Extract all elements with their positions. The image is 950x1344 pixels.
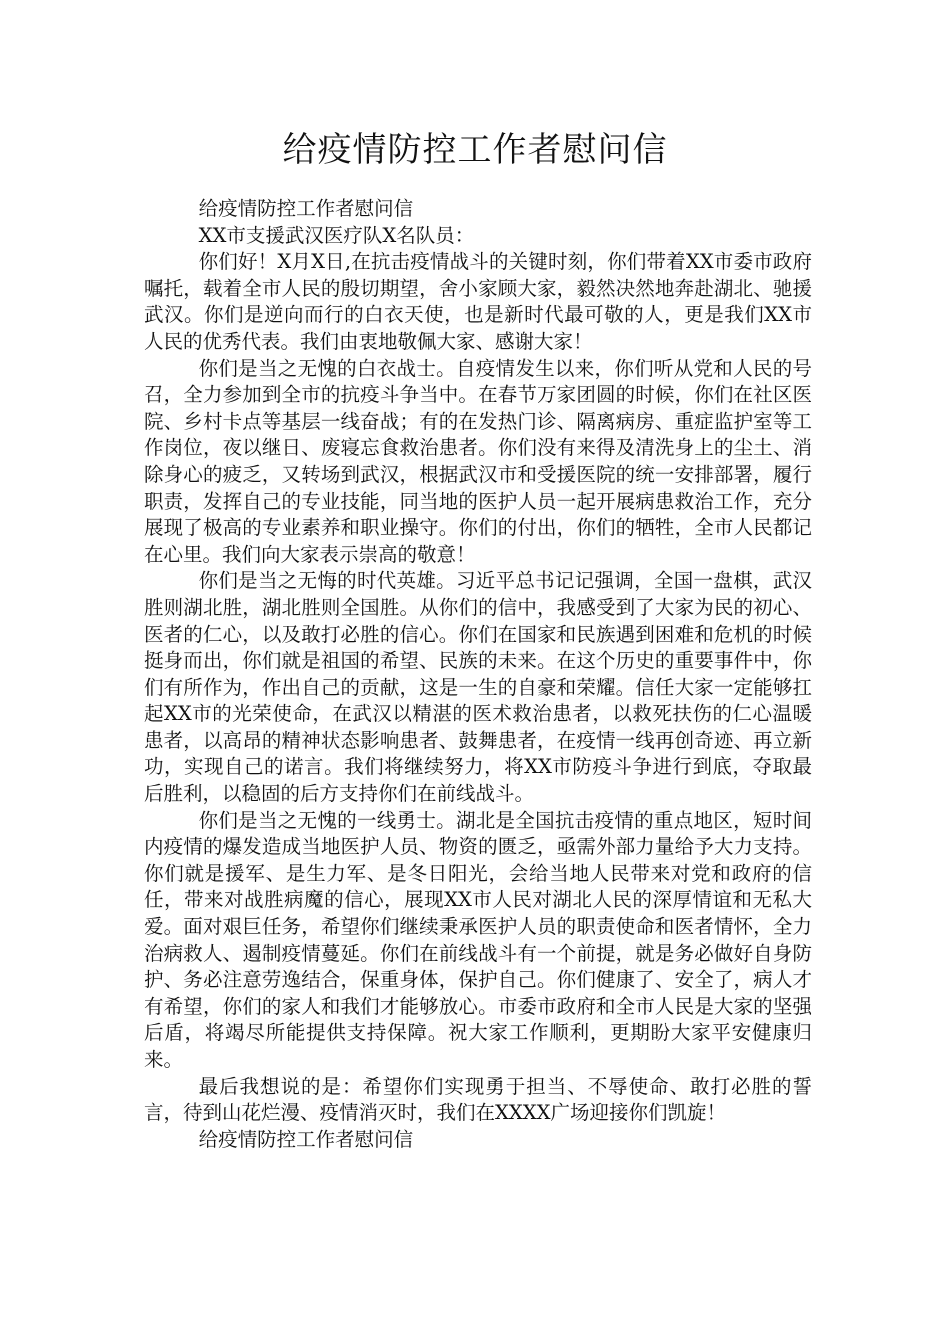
paragraph: 你们是当之无愧的白衣战士。自疫情发生以来，你们听从党和人民的号召，全力参加到全市的抗疫斗争当中。在春节万家团圆的时候，你们在社区医院、乡村卡点等基层一线奋战；有的在发热门诊、隔离病房、重症监护室等工作岗位，夜以继日、废寝忘食救治患者。你们没有来得及清洗身上的尘土、消除身心的疲乏，又转场到武汉，根据武汉市和受援医院的统一安排部署，履行职责，发挥自己的专业技能，同当地的医护人员一起开展病患救治工作，充分展现了极高的专业素养和职业操守。你们的付出，你们的牺牲，全市人民都记在心里。我们向大家表示崇高的敬意！: [144, 356, 812, 566]
page-title: 给疫情防控工作者慰问信: [282, 130, 668, 170]
salutation: XX市支援武汉医疗队X名队员：: [198, 223, 475, 247]
paragraph: 你们是当之无愧的一线勇士。湖北是全国抗击疫情的重点地区，短时间内疫情的爆发造成当地医护人员、物资的匮乏，亟需外部力量给予大力支持。你们就是援军、是生力军、是冬日阳光，会给当地人民带来对党和政府的信任，带来对战胜病魔的信心，展现XX市人民对湖北人民的深厚情谊和无私大爱。面对艰巨任务，希望你们继续秉承医护人员的职责使命和医者情怀，全力治病救人、遏制疫情蔓延。你们在前线战斗有一个前提，就是务必做好自身防护、务必注意劳逸结合，保重身体，保护自己。你们健康了、安全了，病人才有希望，你们的家人和我们才能够放心。市委市政府和全市人民是大家的坚强后盾，将竭尽所能提供支持保障。祝大家工作顺利，更期盼大家平安健康归来。: [144, 808, 812, 1071]
heading-line: 给疫情防控工作者慰问信: [198, 197, 414, 220]
closing-line: 给疫情防控工作者慰问信: [198, 1127, 414, 1151]
paragraph: 你们是当之无悔的时代英雄。习近平总书记记强调，全国一盘棋，武汉胜则湖北胜，湖北胜则全国胜。从你们的信中，我感受到了大家为民的初心、医者的仁心，以及敢打必胜的信心。你们在国家和民族遇到困难和危机的时候挺身而出，你们就是祖国的希望、民族的未来。在这个历史的重要事件中，你们有所作为，作出自己的贡献，这是一生的自豪和荣耀。信任大家一定能够扛起XX市的光荣使命，在武汉以精湛的医术救治患者，以救死扶伤的仁心温暖患者，以高昂的精神状态影响患者、鼓舞患者，在疫情一线再创奇迹、再立新功，实现自己的诺言。我们将继续努力，将XX市防疫斗争进行到底，夺取最后胜利，以稳固的后方支持你们在前线战斗。: [144, 569, 812, 806]
paragraph: 你们好！X月X日,在抗击疫情战斗的关键时刻，你们带着XX市委市政府嘱托，载着全市人民的殷切期望，舍小家顾大家，毅然决然地奔赴湖北、驰援武汉。你们是逆向而行的白衣天使，也是新时代最可敬的人，更是我们XX市人民的优秀代表。我们由衷地敬佩大家、感谢大家！: [144, 250, 812, 353]
letter-body: [144, 196, 812, 1153]
paragraph: 最后我想说的是：希望你们实现勇于担当、不辱使命、敢打必胜的誓言，待到山花烂漫、疫情消灭时，我们在XXXX广场迎接你们凯旋！: [144, 1074, 812, 1125]
